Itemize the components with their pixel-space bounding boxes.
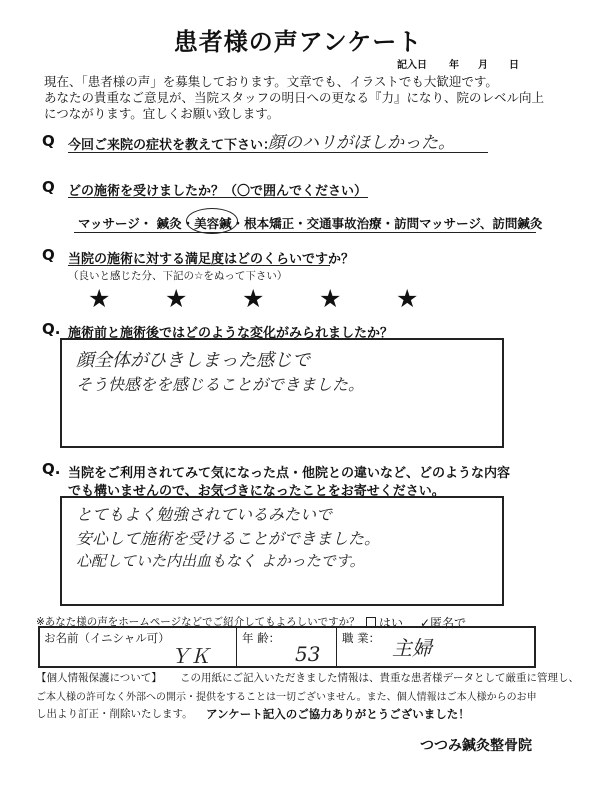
month-label: 月 (478, 60, 488, 71)
q2-selected-circle (186, 208, 238, 234)
consent-yes-label: はい (379, 616, 404, 630)
q5-answer-line-1: とてもよく勉強されているみたいで (76, 505, 333, 524)
privacy-line-1: この用紙にご記入いただきました情報は、貴重な患者様データとして厳重に管理し、 (180, 672, 579, 684)
consent-anon-checkmark: ✓ (420, 616, 431, 630)
privacy-line-2: ご本人様の許可なく外部への開示・提供をすることは一切ございません。また、個人情報はご本人様からのお申 (36, 692, 537, 703)
q5-label-line-2: でも構いませんので、お気づきになったことをお寄せください。 (68, 484, 445, 499)
q2-options[interactable]: マッサージ・ 鍼灸・美容鍼・根本矯正・交通事故治療・訪問マッサージ、訪問鍼灸 (78, 216, 543, 231)
q4-label: 施術前と施術後ではどのような変化がみられましたか？ (68, 326, 394, 341)
consent-anon-label: 匿名で (430, 616, 467, 630)
privacy-line-3: し出より訂正・削除いたします。 (36, 708, 193, 720)
info-divider-2 (336, 626, 337, 666)
rating-star[interactable]: ★ (319, 284, 342, 313)
q4-answer-line-2: そう快感をを感じることができました。 (76, 375, 365, 394)
q2-underline (68, 197, 368, 198)
rating-star[interactable]: ★ (396, 284, 419, 313)
q1-underline (68, 152, 488, 153)
q5-answer-line-3: 心配していた内出血もなく よかったです。 (76, 552, 365, 570)
q3-mark: Q (42, 246, 55, 264)
consent-question: ※あなた様の声をホームページなどでご紹介してもよろしいですか？ (36, 616, 360, 628)
q5-answer-line-2: 安心して施術を受けることができました。 (76, 529, 381, 548)
q2-label: どの施術を受けましたか？（〇で囲んでください） (68, 184, 368, 199)
page-title: 患者様の声アンケート (173, 28, 423, 56)
q2-mark: Q (42, 178, 55, 196)
date-label: 記入日 (397, 60, 427, 71)
rating-star[interactable]: ★ (165, 284, 188, 313)
q3-underline (68, 265, 330, 266)
age-value[interactable]: 53 (295, 642, 321, 666)
job-label: 職 業： (342, 631, 381, 645)
rating-star[interactable]: ★ (242, 284, 265, 313)
q1-label: 今回ご来院の症状を教えて下さい： (68, 138, 277, 153)
intro-line-1: 現在、「患者様の声」を募集しております。文章でも、イラストでも大歓迎です。 (44, 74, 498, 89)
q4-answer-line-1: 顔全体がひきしまった感じで (76, 350, 310, 371)
q3-label: 当院の施術に対する満足度はどのくらいですか？ (68, 252, 355, 267)
q4-mark: Q. (42, 320, 61, 338)
intro-line-2: あなたの貴重なご意見が、当院スタッフの明日への更なる『力』になり、院のレベル向上 (44, 90, 545, 105)
day-label: 日 (509, 60, 519, 71)
age-label: 年 齢： (242, 631, 281, 645)
intro-line-3: につながります。宜しくお願い致します。 (44, 106, 280, 121)
privacy-thanks: アンケート記入のご協力ありがとうございました！ (206, 707, 470, 721)
q1-mark: Q (42, 132, 55, 150)
q2-options-underline (74, 232, 536, 233)
name-value[interactable]: ＹＫ (170, 644, 210, 668)
year-label: 年 (449, 60, 459, 71)
info-divider-1 (236, 626, 237, 666)
job-value[interactable]: 主婦 (392, 636, 432, 660)
clinic-name: つつみ鍼灸整骨院 (420, 738, 532, 754)
name-label: お名前（イニシャル可） (44, 631, 170, 645)
q3-note: （良いと感じた分、下記の☆をぬって下さい） (68, 270, 288, 282)
privacy-heading: 【個人情報保護について】 (36, 672, 162, 684)
rating-star[interactable]: ★ (88, 284, 111, 313)
q1-answer[interactable]: 顔のハリがほしかった。 (268, 133, 455, 153)
q5-label-line-1: 当院をご利用されてみて気になった点・他院との違いなど、どのような内容 (68, 466, 511, 481)
q5-mark: Q. (42, 460, 61, 478)
